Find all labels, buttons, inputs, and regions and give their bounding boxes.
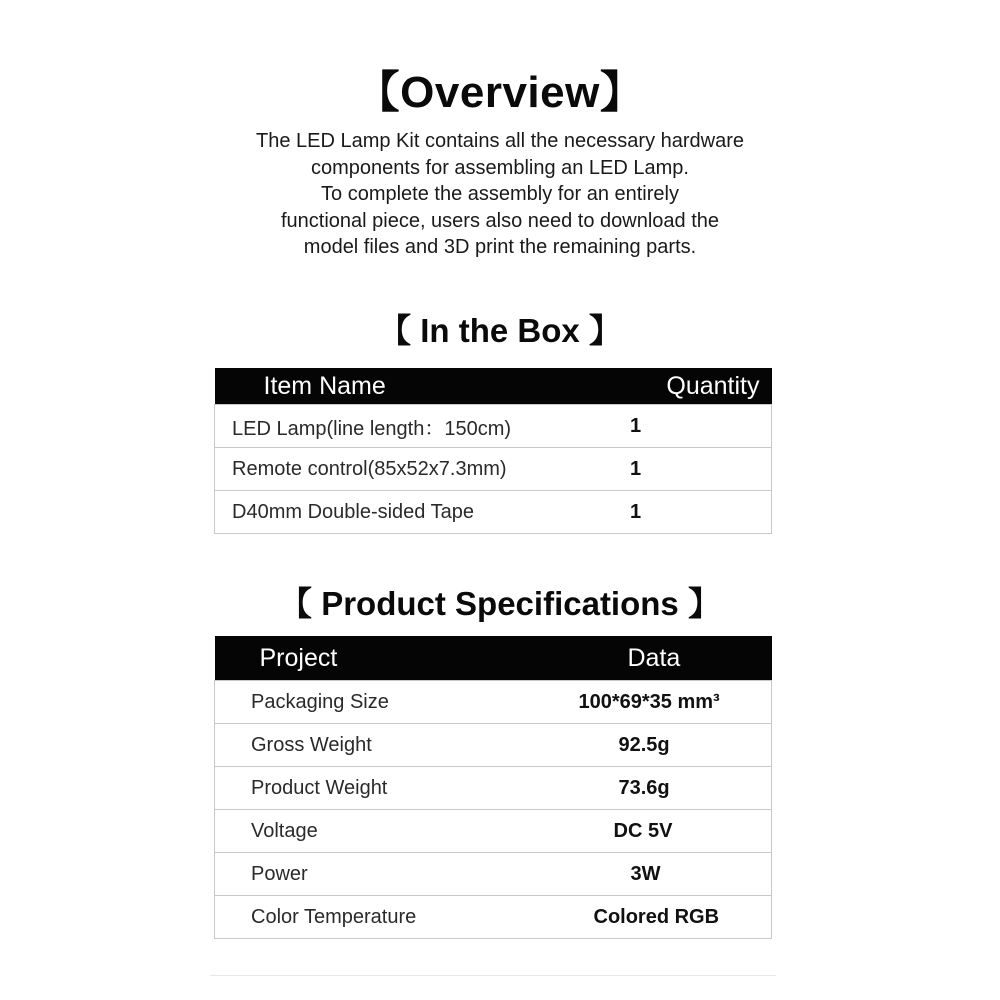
quantity-cell: 1 — [630, 414, 642, 437]
overview-description — [150, 128, 850, 261]
table-row — [215, 681, 772, 724]
data-cell: DC 5V — [515, 810, 772, 853]
project-cell: Voltage — [215, 810, 515, 853]
column-header-project: Project — [215, 636, 515, 681]
quantity-cell: 1 — [630, 500, 642, 523]
table-row — [215, 853, 772, 896]
table-row — [215, 810, 772, 853]
table-row — [215, 724, 772, 767]
data-cell: 73.6g — [515, 767, 772, 810]
table-header-row — [215, 368, 772, 405]
project-cell: Power — [215, 853, 515, 896]
column-header-quantity: Quantity — [630, 368, 772, 405]
table-row — [215, 491, 772, 534]
project-cell: Packaging Size — [215, 681, 515, 724]
data-cell: Colored RGB — [515, 896, 772, 939]
overview-line: model files and 3D print the remaining parts. — [303, 236, 697, 258]
product-specifications-heading: 【 Product Specifications 】 — [279, 585, 721, 622]
overview-line: The LED Lamp Kit contains all the necessary hardware — [255, 130, 745, 152]
product-specifications-table — [214, 636, 772, 939]
bottom-divider — [210, 975, 776, 976]
overview-line: components for assembling an LED Lamp. — [311, 156, 689, 179]
data-cell: 100*69*35 mm³ — [515, 681, 772, 724]
table-header-row — [215, 636, 772, 681]
in-the-box-heading: 【 In the Box 】 — [378, 312, 622, 349]
item-name-cell: LED Lamp(line length：150cm) — [232, 417, 512, 440]
overview-line: To complete the assembly for an entirely — [321, 183, 679, 205]
item-name-cell: D40mm Double-sided Tape — [232, 500, 474, 523]
column-header-data: Data — [515, 636, 772, 681]
overview-heading: 【Overview】 — [355, 68, 645, 117]
table-row — [215, 448, 772, 491]
column-header-item-name: Item Name — [215, 368, 630, 405]
project-cell: Color Temperature — [215, 896, 515, 939]
table-row — [215, 896, 772, 939]
data-cell: 3W — [515, 853, 772, 896]
table-row — [215, 767, 772, 810]
quantity-cell: 1 — [630, 457, 642, 480]
overview-line: functional piece, users also need to download the — [280, 209, 720, 232]
table-row — [215, 405, 772, 448]
in-the-box-table — [214, 368, 772, 534]
project-cell: Product Weight — [215, 767, 515, 810]
project-cell: Gross Weight — [215, 724, 515, 767]
item-name-cell: Remote control(85x52x7.3mm) — [232, 457, 507, 480]
data-cell: 92.5g — [515, 724, 772, 767]
